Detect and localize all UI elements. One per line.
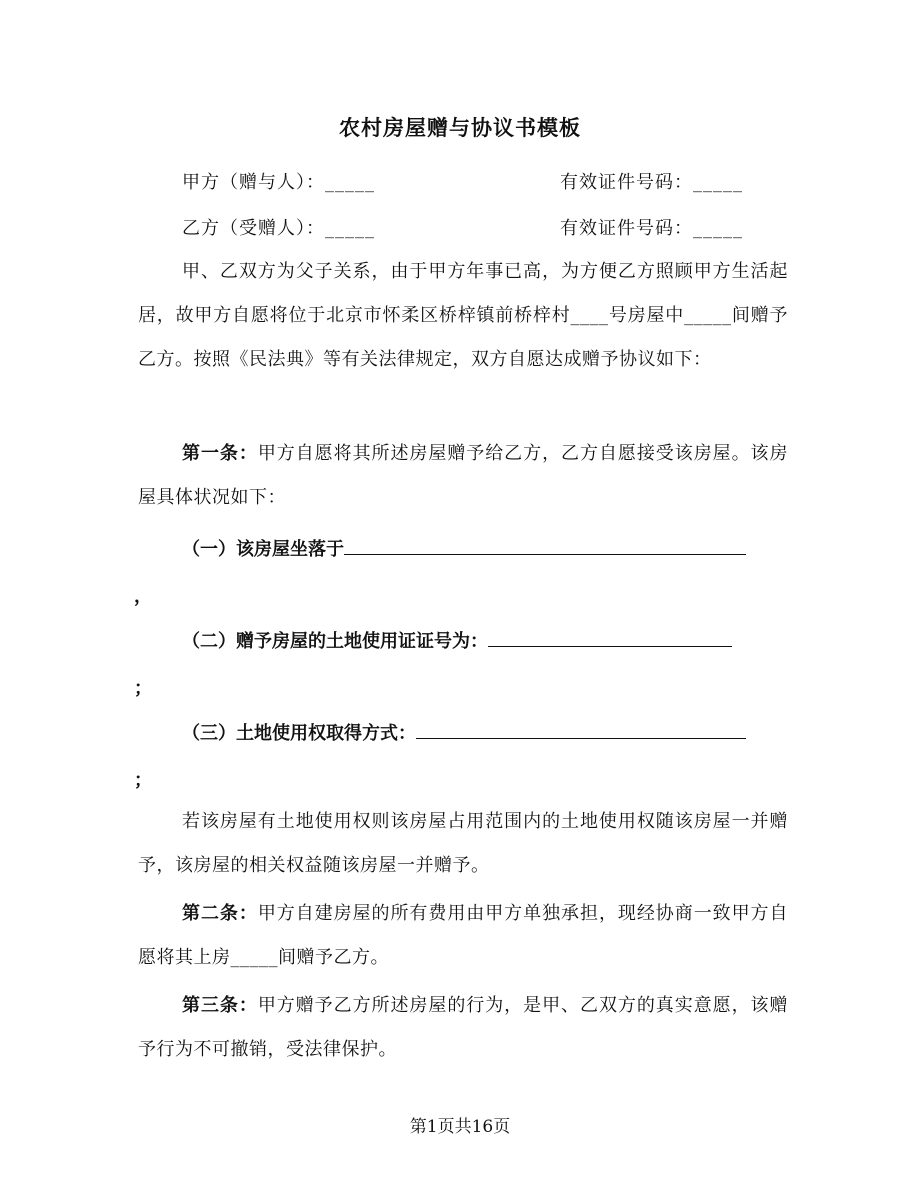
party-b-row	[182, 214, 743, 240]
item-location-fill-line	[344, 553, 746, 555]
article-3-heading: 第三条：	[182, 995, 258, 1016]
article-3-text: 甲方赠予乙方所述房屋的行为，是甲、乙双方的真实意愿，该赠予行为不可撤销，受法律保护。	[138, 995, 789, 1060]
item-acquisition-label: （三）土地使用权取得方式：	[182, 723, 416, 744]
article-1-text: 甲方自愿将其所述房屋赠予给乙方，乙方自愿接受该房屋。该房屋具体状况如下：	[138, 443, 789, 508]
article-2-blank: _____	[230, 947, 278, 968]
article-1	[138, 432, 788, 520]
document-title: 农村房屋赠与协议书模板	[339, 115, 581, 140]
page-number-footer: 第1页共16页	[409, 1117, 511, 1137]
item-land-cert-label: （二）赠予房屋的土地使用证证号为：	[182, 631, 488, 652]
intro-text-3: 间赠予乙方。按照《民法典》等有关法律规定，双方自愿达成赠予协议如下：	[138, 305, 789, 370]
article-2	[138, 892, 788, 980]
party-b-id-label: 有效证件号码：	[560, 218, 693, 239]
party-b-id	[560, 214, 743, 240]
intro-blank-2: _____	[684, 305, 732, 326]
item-location	[182, 535, 746, 561]
item-location-label: （一）该房屋坐落于	[182, 539, 344, 560]
item-acquisition-fill-line	[416, 737, 746, 739]
party-b-id-blank: _____	[693, 218, 743, 239]
article-2-text-1: 甲方自建房屋的所有费用由甲方单独承担，现经协商一致甲方自愿将其上房	[138, 903, 789, 968]
intro-text-1: 甲、乙双方为父子关系，由于甲方年事已高，为方便乙方照顾甲方生活起居，故甲方自愿将位于北京市怀柔区桥梓镇前桥梓村	[138, 261, 788, 326]
item-land-cert-end: ；	[134, 678, 152, 699]
intro-paragraph	[138, 250, 788, 382]
party-a-id-label: 有效证件号码：	[560, 172, 693, 193]
party-a-id-blank: _____	[693, 172, 743, 193]
party-b-label: 乙方（受赠人）：	[182, 218, 325, 239]
article-3	[138, 984, 788, 1072]
party-a-label: 甲方（赠与人）：	[182, 172, 325, 193]
party-a-row	[182, 168, 743, 194]
article-1-heading: 第一条：	[182, 443, 258, 464]
item-location-end: ，	[134, 586, 152, 607]
item-land-cert	[182, 627, 732, 653]
item-acquisition	[182, 719, 746, 745]
intro-text-2: 号房屋中	[608, 305, 685, 326]
land-use-clause: 若该房屋有土地使用权则该房屋占用范围内的土地使用权随该房屋一并赠予，该房屋的相关权益随该房屋一并赠予。	[138, 811, 788, 876]
item-acquisition-end: ；	[134, 770, 152, 791]
party-a-id	[560, 168, 743, 194]
article-2-heading: 第二条：	[182, 903, 258, 924]
party-b-blank: _____	[325, 218, 375, 239]
party-a-blank: _____	[325, 172, 375, 193]
intro-blank-1: ____	[570, 305, 609, 326]
article-2-text-2: 间赠予乙方。	[278, 947, 389, 968]
item-land-cert-fill-line	[488, 645, 732, 647]
